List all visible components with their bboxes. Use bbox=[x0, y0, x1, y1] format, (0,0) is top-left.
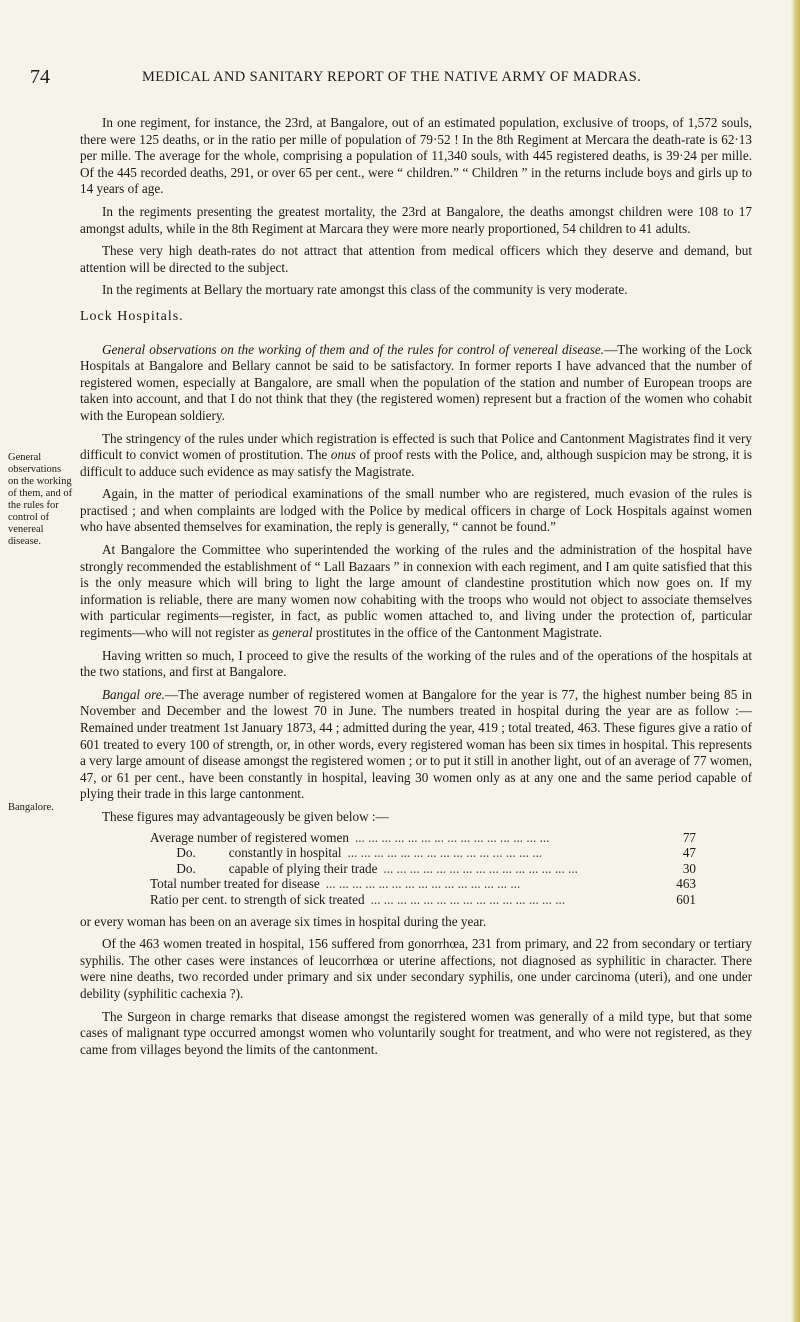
running-title: MEDICAL AND SANITARY REPORT OF THE NATIVE ARMY OF MADRAS. bbox=[142, 69, 642, 85]
paragraph-text: At Bangalore the Committee who superintended the working of the rules and the administration of the hospital have strongly recommended the establishment of “ Lall Bazaars ” in connexion with each regiment, and I am quite satisfied that this is the only measure which will bring to light the large amount of clandestine prostitution which now goes on. If my information is reliable, there are many women now cohabiting with the troops who would not object to associate themselves with particular regiments—register, in fact, as public women attached to, and living under the protection of, particular regiments—who will not register as bbox=[80, 542, 752, 641]
paragraph: These very high death-rates do not attract that attention from medical officers which they deserve and demand, but attention will be directed to the subject. bbox=[80, 243, 752, 275]
paragraph-text: prostitutes in the office of the Cantonment Magistrate. bbox=[312, 625, 603, 641]
paragraph: or every woman has been on an average six times in hospital during the year. bbox=[80, 913, 487, 929]
table-row bbox=[150, 861, 696, 877]
row-value: 601 bbox=[676, 891, 696, 907]
paragraph: Having written so much, I proceed to give the results of the working of the rules and of the operations of the hospitals at the two stations, and first at Bangalore. bbox=[80, 647, 752, 680]
margin-note-general: General observations on the working of them, and of the rules for control of venereal disease. bbox=[8, 452, 73, 547]
italic-word: general bbox=[272, 625, 313, 641]
row-label: Total number treated for disease bbox=[150, 876, 320, 892]
row-value: 30 bbox=[682, 860, 696, 876]
leader-dots: ... ... ... ... ... ... ... ... ... ... ... ... ... ... ... bbox=[370, 891, 566, 907]
leader-dots: ... ... ... ... ... ... ... ... ... ... ... ... ... ... ... bbox=[383, 860, 578, 876]
row-value: 77 bbox=[682, 829, 696, 845]
leader-dots: ... ... ... ... ... ... ... ... ... ... ... ... ... ... ... bbox=[347, 845, 543, 861]
paragraph: These figures may advantageously be given below :— bbox=[102, 808, 389, 824]
italic-word: onus bbox=[330, 447, 356, 463]
paragraph: In the regiments at Bellary the mortuary rate amongst this class of the community is very moderate. bbox=[102, 282, 628, 298]
paragraph: Of the 463 women treated in hospital, 156 suffered from gonorrhœa, 231 from primary, and 22 from secondary or tertiary syphilis. The other cases were instances of leucorrhœa or uterine affections, not diagnosed as syphilitic in character. There were nine deaths, two recorded under primary and six under secondary syphilis, one under carcinoma (uteri), and one under debility (syphilitic cachexia ?). bbox=[80, 936, 752, 1001]
paragraph bbox=[80, 342, 752, 425]
margin-note-bangalore: Bangalore. bbox=[8, 802, 54, 813]
row-label: Ratio per cent. to strength of sick treated bbox=[150, 891, 365, 907]
table-row bbox=[150, 876, 696, 892]
table-row bbox=[150, 845, 696, 861]
paragraph bbox=[80, 431, 752, 481]
paragraph-text: —The average number of registered women at Bangalore for the year is 77, the highest number being 85 in November and December and the lowest 70 in June. The numbers treated in hospital during the year are as follow :—Remained under treatment 1st January 1873, 44 ; admitted during the year, 419 ; total treated, 463. These figures give a ratio of 601 treated to every 100 of strength, or, in other words, every registered woman has been six times in hospital. This represents a very large amount of disease amongst the registered women ; or to put it still in another light, out of an average of 77 women, 47, or 61 per cent., have been constantly in hospital, leaving 30 women only as at any one and the same period capable of plying their trade in this large cantonment. bbox=[80, 686, 752, 802]
row-value: 463 bbox=[676, 876, 696, 892]
paragraph: In one regiment, for instance, the 23rd, at Bangalore, out of an estimated population, exclusive of troops, of 1,572 souls, there were 125 deaths, or in the ratio per mille of population of 79·52 ! In the 8th Regiment at Mercara the death-rate is 62·13 per mille. The average for the whole, comprising a population of 11,340 souls, with 445 registered deaths, is 39·24 per mille. Of the 445 recorded deaths, 291, or over 65 per cent., were “ children.” “ Children ” in the returns include boys and girls up to 14 years of age. bbox=[80, 115, 752, 197]
paragraph-text: The stringency of the rules under which registration is effected is such that Police and Cantonment Magistrates find it very difficult to convict women of prostitution. The bbox=[80, 430, 752, 463]
table-row bbox=[150, 830, 696, 846]
page-edge-discoloration bbox=[791, 0, 800, 1322]
row-label: Do. capable of plying their trade bbox=[150, 860, 378, 876]
row-value: 47 bbox=[682, 845, 696, 861]
paragraph: In the regiments presenting the greatest mortality, the 23rd at Bangalore, the deaths amongst children were 108 to 17 amongst adults, while in the 8th Regiment at Marcara they were more nearly proportioned, 54 children to 41 adults. bbox=[80, 203, 752, 236]
paragraph-text: of proof rests with the Police, and, although suspicion may be strong, it is difficult to adduce such evidence as may satisfy the Magistrate. bbox=[80, 447, 752, 479]
row-label: Do. constantly in hospital bbox=[150, 845, 342, 861]
leader-dots: ... ... ... ... ... ... ... ... ... ... ... ... ... ... ... bbox=[354, 829, 550, 845]
italic-lead: Bangal ore. bbox=[102, 686, 165, 702]
page-number: 74 bbox=[30, 66, 50, 88]
leader-dots: ... ... ... ... ... ... ... ... ... ... ... ... ... ... ... bbox=[325, 876, 521, 892]
paragraph: Again, in the matter of periodical examinations of the small number who are registered, much evasion of the rules is practised ; and when complaints are lodged with the Police by medical officers in charge of Lock Hospitals against women who have absented themselves for examination, the reply is generally, “ cannot be found.” bbox=[80, 486, 752, 535]
figures-table bbox=[150, 830, 696, 908]
body-text bbox=[80, 115, 752, 1064]
table-row bbox=[150, 892, 696, 908]
row-label: Average number of registered women bbox=[150, 829, 349, 845]
page-header bbox=[30, 66, 770, 88]
italic-lead: General observations on the working of them and of the rules for control of venereal disease. bbox=[102, 341, 605, 357]
section-heading: Lock Hospitals. bbox=[80, 308, 184, 324]
paragraph bbox=[80, 542, 752, 642]
paragraph-text: —The working of the Lock Hospitals at Bangalore and Bellary cannot be said to be satisfactory. In former reports I have advanced that the number of registered women, especially at Bangalore, are small when the population of the station and number of European troops are taken into account, and that I do not think that they (the registered women) represent but a fraction of the women who cohabit with the European soldiery. bbox=[80, 341, 752, 423]
paragraph: The Surgeon in charge remarks that disease amongst the registered women was generally of a mild type, but that some cases of malignant type occurred amongst women who voluntarily sought for treatment, and who were not registered, as they came from villages beyond the limits of the cantonment. bbox=[80, 1008, 752, 1057]
paragraph bbox=[80, 687, 752, 803]
